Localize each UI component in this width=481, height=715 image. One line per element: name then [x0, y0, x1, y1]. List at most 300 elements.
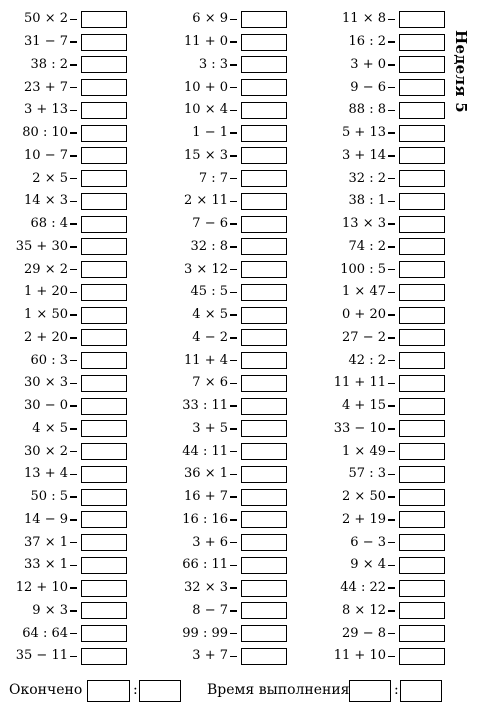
equals-dash [230, 292, 237, 293]
equals-dash [70, 132, 77, 133]
answer-box[interactable] [81, 375, 127, 392]
equals-dash [230, 337, 237, 338]
problem-expression: 29 − 8 [342, 625, 386, 641]
problem-row [0, 372, 130, 395]
answer-box[interactable] [399, 307, 445, 324]
problem-expression: 7 : 7 [198, 170, 228, 186]
problem-expression: 11 + 4 [184, 352, 228, 368]
problem-column-3 [318, 8, 448, 668]
equals-dash [388, 360, 395, 361]
problem-expression: 74 : 2 [348, 238, 386, 254]
problem-row [318, 76, 448, 99]
answer-box[interactable] [81, 307, 127, 324]
answer-box[interactable] [81, 602, 127, 619]
equals-dash [70, 542, 77, 543]
equals-dash [230, 246, 237, 247]
problem-row [0, 531, 130, 554]
problem-expression: 10 + 0 [184, 79, 228, 95]
answer-box[interactable] [81, 443, 127, 460]
problem-row [318, 213, 448, 236]
answer-box[interactable] [81, 102, 127, 119]
problem-row [160, 440, 290, 463]
answer-box[interactable] [81, 625, 127, 642]
problem-expression: 6 × 9 [192, 11, 228, 27]
problem-row [318, 600, 448, 623]
answer-box[interactable] [399, 216, 445, 233]
equals-dash [230, 87, 237, 88]
problem-expression: 6 − 3 [350, 534, 386, 550]
problem-row [318, 190, 448, 213]
answer-box[interactable] [399, 56, 445, 73]
equals-dash [230, 565, 237, 566]
answer-box[interactable] [399, 489, 445, 506]
problem-expression: 57 : 3 [348, 466, 386, 482]
problem-row [160, 8, 290, 31]
answer-box[interactable] [399, 398, 445, 415]
problem-expression: 44 : 11 [182, 443, 228, 459]
problem-expression: 68 : 4 [30, 216, 68, 232]
problem-expression: 10 − 7 [24, 147, 68, 163]
equals-dash [70, 269, 77, 270]
answer-box[interactable] [81, 511, 127, 528]
answer-box[interactable] [399, 580, 445, 597]
answer-box[interactable] [399, 534, 445, 551]
equals-dash [388, 314, 395, 315]
problem-row [318, 531, 448, 554]
problem-expression: 16 : 16 [182, 511, 228, 527]
equals-dash [388, 178, 395, 179]
problem-row [160, 622, 290, 645]
equals-dash [230, 19, 237, 20]
problem-expression: 3 + 7 [192, 648, 228, 664]
answer-box[interactable] [241, 193, 287, 210]
answer-box[interactable] [399, 648, 445, 665]
answer-box[interactable] [81, 420, 127, 437]
answer-box[interactable] [399, 79, 445, 96]
equals-dash [388, 292, 395, 293]
problem-expression: 38 : 2 [30, 56, 68, 72]
problem-row [160, 99, 290, 122]
answer-box[interactable] [241, 580, 287, 597]
answer-box[interactable] [399, 284, 445, 301]
equals-dash [388, 451, 395, 452]
problem-row [318, 327, 448, 350]
problem-expression: 30 − 0 [24, 398, 68, 414]
answer-box[interactable] [399, 352, 445, 369]
equals-dash [388, 587, 395, 588]
answer-box[interactable] [241, 625, 287, 642]
problem-row [0, 577, 130, 600]
problem-row [318, 304, 448, 327]
equals-dash [230, 110, 237, 111]
answer-box[interactable] [399, 602, 445, 619]
problem-expression: 80 : 10 [22, 125, 68, 141]
answer-box[interactable] [399, 420, 445, 437]
answer-box[interactable] [81, 34, 127, 51]
answer-box[interactable] [399, 125, 445, 142]
problem-expression: 0 + 20 [342, 307, 386, 323]
problem-expression: 45 : 5 [190, 284, 228, 300]
answer-box[interactable] [241, 307, 287, 324]
problem-row [160, 349, 290, 372]
equals-dash [388, 87, 395, 88]
equals-dash [70, 474, 77, 475]
problem-row [160, 258, 290, 281]
answer-box[interactable] [81, 284, 127, 301]
equals-dash [230, 656, 237, 657]
problem-row [318, 554, 448, 577]
problem-expression: 16 + 7 [184, 489, 228, 505]
answer-box[interactable] [241, 34, 287, 51]
answer-box[interactable] [241, 602, 287, 619]
equals-dash [230, 269, 237, 270]
answer-box[interactable] [241, 261, 287, 278]
equals-dash [230, 633, 237, 634]
problem-row [160, 509, 290, 532]
answer-box[interactable] [81, 56, 127, 73]
answer-box[interactable] [81, 147, 127, 164]
problem-row [0, 349, 130, 372]
answer-box[interactable] [241, 352, 287, 369]
answer-box[interactable] [81, 329, 127, 346]
answer-box[interactable] [241, 398, 287, 415]
problem-expression: 9 − 6 [350, 79, 386, 95]
equals-dash [230, 587, 237, 588]
problem-expression: 27 − 2 [342, 329, 386, 345]
equals-dash [70, 519, 77, 520]
problem-expression: 3 + 14 [342, 147, 386, 163]
equals-dash [230, 201, 237, 202]
equals-dash [70, 314, 77, 315]
equals-dash [388, 656, 395, 657]
equals-dash [388, 405, 395, 406]
equals-dash [388, 496, 395, 497]
equals-dash [70, 178, 77, 179]
problem-expression: 33 − 10 [333, 420, 386, 436]
equals-dash [388, 64, 395, 65]
answer-box[interactable] [399, 466, 445, 483]
equals-dash [388, 610, 395, 611]
problem-row [318, 509, 448, 532]
equals-dash [70, 337, 77, 338]
equals-dash [70, 405, 77, 406]
equals-dash [230, 41, 237, 42]
problem-row [0, 145, 130, 168]
answer-box[interactable] [81, 466, 127, 483]
problem-expression: 1 − 1 [192, 125, 228, 141]
problem-row [0, 509, 130, 532]
problem-row [0, 31, 130, 54]
problem-row [318, 236, 448, 259]
equals-dash [230, 428, 237, 429]
equals-dash [388, 223, 395, 224]
problem-row [160, 167, 290, 190]
problem-row [318, 258, 448, 281]
equals-dash [230, 360, 237, 361]
answer-box[interactable] [241, 284, 287, 301]
equals-dash [230, 474, 237, 475]
problem-row [318, 145, 448, 168]
equals-dash [70, 292, 77, 293]
problem-expression: 23 + 7 [24, 79, 68, 95]
problem-expression: 50 : 5 [30, 489, 68, 505]
problem-row [0, 418, 130, 441]
problem-row [318, 8, 448, 31]
problem-row [160, 54, 290, 77]
answer-box[interactable] [241, 216, 287, 233]
problem-row [318, 281, 448, 304]
equals-dash [70, 110, 77, 111]
problem-row [160, 190, 290, 213]
answer-box[interactable] [241, 557, 287, 574]
problem-row [160, 577, 290, 600]
answer-box[interactable] [81, 79, 127, 96]
equals-dash [388, 41, 395, 42]
answer-box[interactable] [81, 557, 127, 574]
problem-expression: 13 × 3 [342, 216, 386, 232]
problem-row [160, 418, 290, 441]
problem-row [0, 213, 130, 236]
answer-box[interactable] [81, 580, 127, 597]
answer-box[interactable] [81, 125, 127, 142]
equals-dash [230, 542, 237, 543]
problem-expression: 37 × 1 [24, 534, 68, 550]
problem-expression: 66 : 11 [182, 557, 228, 573]
problem-row [318, 463, 448, 486]
answer-box[interactable] [399, 170, 445, 187]
problem-row [318, 440, 448, 463]
problem-row [160, 372, 290, 395]
equals-dash [388, 519, 395, 520]
problem-expression: 16 : 2 [348, 34, 386, 50]
answer-box[interactable] [241, 489, 287, 506]
answer-box[interactable] [81, 489, 127, 506]
answer-box[interactable] [241, 466, 287, 483]
equals-dash [230, 64, 237, 65]
problem-row [0, 327, 130, 350]
problem-expression: 42 : 2 [348, 352, 386, 368]
problem-row [160, 645, 290, 668]
answer-box[interactable] [81, 238, 127, 255]
finished-hours-box[interactable] [87, 680, 130, 702]
problem-expression: 64 : 64 [22, 625, 68, 641]
problem-expression: 4 − 2 [192, 329, 228, 345]
answer-box[interactable] [399, 238, 445, 255]
equals-dash [70, 451, 77, 452]
answer-box[interactable] [241, 56, 287, 73]
equals-dash [70, 155, 77, 156]
problem-row [0, 54, 130, 77]
equals-dash [230, 314, 237, 315]
equals-dash [70, 428, 77, 429]
answer-box[interactable] [399, 329, 445, 346]
answer-box[interactable] [399, 625, 445, 642]
finished-minutes-box[interactable] [139, 680, 181, 702]
problem-row [160, 327, 290, 350]
time-minutes-box[interactable] [400, 680, 442, 702]
problem-expression: 36 × 1 [184, 466, 228, 482]
problem-row [0, 167, 130, 190]
answer-box[interactable] [399, 193, 445, 210]
equals-dash [230, 451, 237, 452]
answer-box[interactable] [241, 511, 287, 528]
answer-box[interactable] [241, 375, 287, 392]
answer-box[interactable] [241, 534, 287, 551]
answer-box[interactable] [399, 102, 445, 119]
problem-expression: 7 − 6 [192, 216, 228, 232]
answer-box[interactable] [81, 193, 127, 210]
problem-expression: 30 × 2 [24, 443, 68, 459]
answer-box[interactable] [241, 238, 287, 255]
problem-expression: 11 + 11 [333, 375, 386, 391]
answer-box[interactable] [399, 511, 445, 528]
problem-row [0, 463, 130, 486]
problem-expression: 4 × 5 [32, 420, 68, 436]
problem-expression: 100 : 5 [340, 261, 386, 277]
equals-dash [388, 337, 395, 338]
answer-box[interactable] [81, 398, 127, 415]
answer-box[interactable] [241, 79, 287, 96]
answer-box[interactable] [399, 147, 445, 164]
problem-row [160, 145, 290, 168]
problem-row [318, 486, 448, 509]
time-hours-box[interactable] [349, 680, 391, 702]
answer-box[interactable] [399, 261, 445, 278]
equals-dash [388, 19, 395, 20]
time-separator: : [394, 682, 399, 698]
equals-dash [388, 269, 395, 270]
problem-row [0, 76, 130, 99]
equals-dash [388, 201, 395, 202]
answer-box[interactable] [399, 11, 445, 28]
problem-expression: 14 × 3 [24, 193, 68, 209]
problem-row [160, 395, 290, 418]
equals-dash [230, 383, 237, 384]
equals-dash [230, 405, 237, 406]
problem-expression: 11 + 10 [333, 648, 386, 664]
problem-row [318, 395, 448, 418]
equals-dash [388, 565, 395, 566]
answer-box[interactable] [81, 261, 127, 278]
finished-separator: : [133, 682, 138, 698]
equals-dash [388, 132, 395, 133]
answer-box[interactable] [241, 443, 287, 460]
equals-dash [70, 565, 77, 566]
equals-dash [388, 155, 395, 156]
finished-label: Окончено [9, 682, 83, 698]
problem-expression: 3 + 5 [192, 420, 228, 436]
equals-dash [388, 474, 395, 475]
time-label: Время выполнения [207, 682, 350, 698]
answer-box[interactable] [241, 420, 287, 437]
problem-row [0, 281, 130, 304]
problem-expression: 32 × 3 [184, 580, 228, 596]
equals-dash [70, 496, 77, 497]
equals-dash [70, 383, 77, 384]
problem-row [0, 622, 130, 645]
problem-expression: 60 : 3 [30, 352, 68, 368]
answer-box[interactable] [241, 125, 287, 142]
equals-dash [388, 246, 395, 247]
problem-row [0, 258, 130, 281]
problem-row [318, 645, 448, 668]
answer-box[interactable] [81, 648, 127, 665]
problem-row [160, 236, 290, 259]
problem-expression: 3 : 3 [198, 56, 228, 72]
equals-dash [70, 223, 77, 224]
problem-expression: 11 + 0 [184, 34, 228, 50]
problem-expression: 4 + 15 [342, 398, 386, 414]
problem-column-2 [160, 8, 290, 668]
problem-row [318, 372, 448, 395]
problem-row [0, 122, 130, 145]
problem-row [0, 304, 130, 327]
problem-row [160, 281, 290, 304]
problem-expression: 2 × 50 [342, 489, 386, 505]
answer-box[interactable] [241, 329, 287, 346]
answer-box[interactable] [241, 147, 287, 164]
problem-row [318, 577, 448, 600]
answer-box[interactable] [81, 170, 127, 187]
problem-row [160, 600, 290, 623]
equals-dash [388, 110, 395, 111]
answer-box[interactable] [399, 443, 445, 460]
answer-box[interactable] [241, 170, 287, 187]
problem-expression: 31 − 7 [24, 34, 68, 50]
problem-expression: 2 × 11 [184, 193, 228, 209]
answer-box[interactable] [399, 34, 445, 51]
problem-expression: 9 × 3 [32, 602, 68, 618]
problem-row [0, 440, 130, 463]
answer-box[interactable] [399, 557, 445, 574]
problem-column-1 [0, 8, 130, 668]
equals-dash [230, 610, 237, 611]
equals-dash [70, 87, 77, 88]
problem-expression: 30 × 3 [24, 375, 68, 391]
problem-row [160, 463, 290, 486]
equals-dash [230, 132, 237, 133]
answer-box[interactable] [241, 102, 287, 119]
problem-expression: 32 : 2 [348, 170, 386, 186]
answer-box[interactable] [241, 648, 287, 665]
problem-expression: 1 × 47 [342, 284, 386, 300]
equals-dash [388, 383, 395, 384]
problem-expression: 35 − 11 [15, 648, 68, 664]
equals-dash [70, 19, 77, 20]
equals-dash [70, 610, 77, 611]
answer-box[interactable] [81, 11, 127, 28]
equals-dash [388, 428, 395, 429]
equals-dash [230, 496, 237, 497]
week-title: Неделя 5 [452, 30, 470, 113]
answer-box[interactable] [81, 534, 127, 551]
problem-expression: 2 + 19 [342, 511, 386, 527]
equals-dash [70, 64, 77, 65]
problem-expression: 38 : 1 [348, 193, 386, 209]
answer-box[interactable] [241, 11, 287, 28]
problem-expression: 12 + 10 [15, 580, 68, 596]
problem-expression: 88 : 8 [348, 102, 386, 118]
problem-expression: 33 × 1 [24, 557, 68, 573]
answer-box[interactable] [399, 375, 445, 392]
problem-expression: 35 + 30 [15, 238, 68, 254]
answer-box[interactable] [81, 216, 127, 233]
problem-row [318, 99, 448, 122]
problem-row [160, 554, 290, 577]
equals-dash [70, 656, 77, 657]
problem-expression: 10 × 4 [184, 102, 228, 118]
answer-box[interactable] [81, 352, 127, 369]
